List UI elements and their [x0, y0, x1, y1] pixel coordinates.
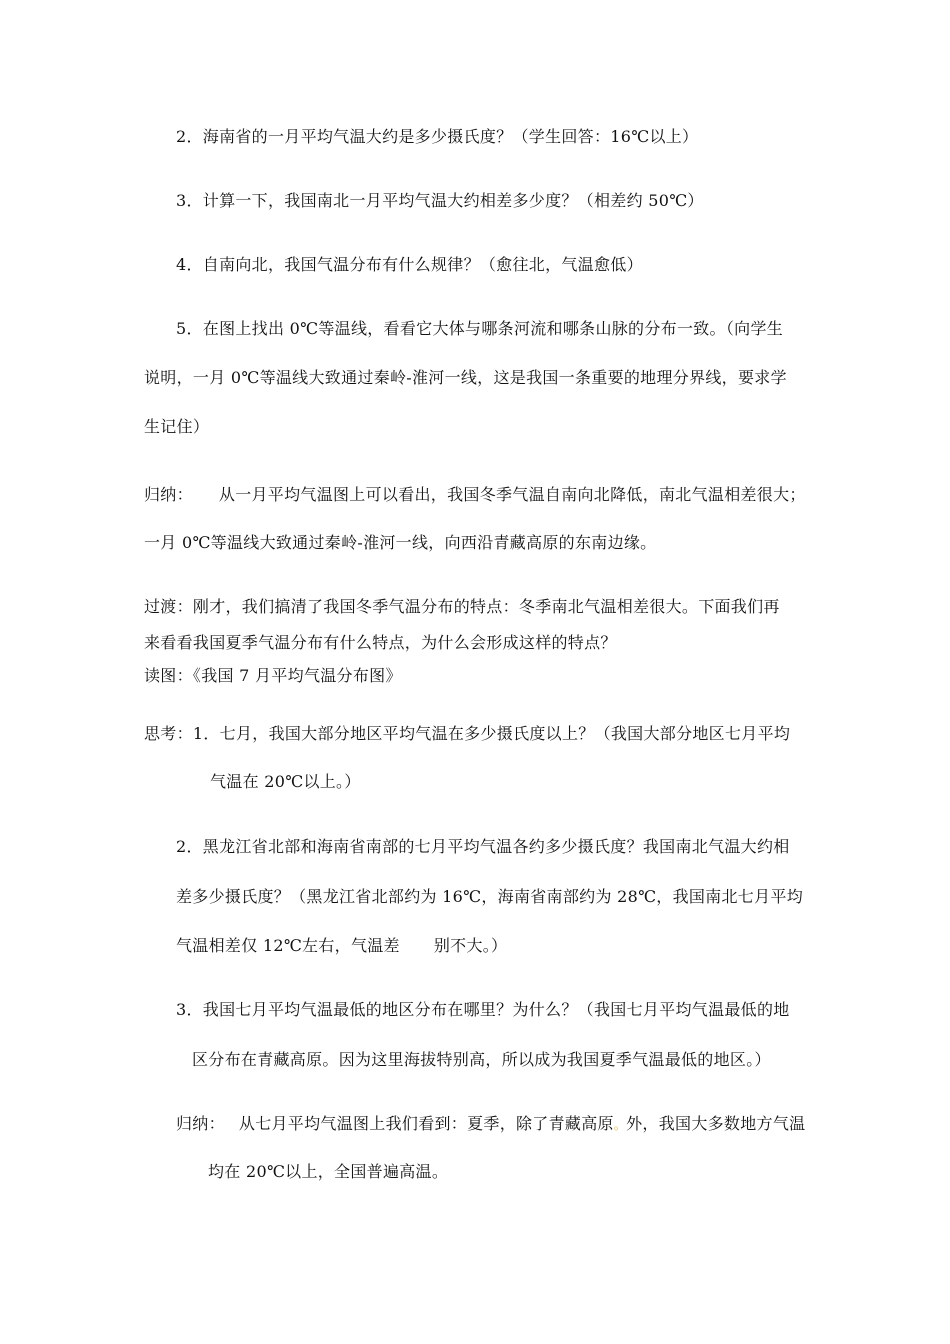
summary-1-label: 归纳：	[144, 485, 193, 504]
summary-2-line-2: 均在 20℃以上，全国普遍高温。	[208, 1162, 449, 1181]
think-question-2-line-2: 差多少摄氏度？（黑龙江省北部约为 16℃，海南省南部约为 28℃，我国南北七月平均	[176, 887, 803, 906]
summary-2-line-1	[176, 1114, 805, 1135]
question-3: 3．计算一下，我国南北一月平均气温大约相差多少度？（相差约 50℃）	[176, 191, 704, 210]
summary-2-label: 归纳：	[176, 1114, 225, 1133]
transition-line-1: 过渡：刚才，我们搞清了我国冬季气温分布的特点：冬季南北气温相差很大。下面我们再	[144, 597, 780, 616]
question-4: 4．自南向北，我国气温分布有什么规律？（愈往北，气温愈低）	[176, 255, 643, 274]
stray-mark: 。	[613, 1118, 627, 1132]
summary-2-text-a: 从七月平均气温图上我们看到：夏季，除了青藏高原	[238, 1114, 614, 1133]
summary-1-line-2: 一月 0℃等温线大致通过秦岭-淮河一线，向西沿青藏高原的东南边缘。	[144, 533, 657, 552]
summary-1-text: 从一月平均气温图上可以看出，我国冬季气温自南向北降低，南北气温相差很大；	[218, 485, 806, 504]
summary-2-text-b: 外，我国大多数地方气温	[626, 1114, 806, 1133]
think-question-3-line-1: 3．我国七月平均气温最低的地区分布在哪里？为什么？（我国七月平均气温最低的地	[176, 1000, 790, 1019]
think-question-1-line-1: 思考：1．七月，我国大部分地区平均气温在多少摄氏度以上？（我国大部分地区七月平均	[144, 724, 791, 743]
question-2: 2．海南省的一月平均气温大约是多少摄氏度？（学生回答：16℃以上）	[176, 127, 699, 146]
think-question-1-line-2: 气温在 20℃以上。）	[210, 772, 361, 791]
summary-1-line-1	[144, 485, 806, 505]
answer-part-2: 别不大。）	[433, 936, 508, 955]
think-question-2-line-1: 2．黑龙江省北部和海南省南部的七月平均气温各约多少摄氏度？我国南北气温大约相	[176, 837, 790, 856]
read-map-line: 读图：《我国 7 月平均气温分布图》	[144, 666, 402, 685]
answer-part-1: 气温相差仅 12℃左右，气温差	[176, 936, 400, 955]
think-question-2-line-3	[176, 936, 507, 956]
question-5-line-2: 说明，一月 0℃等温线大致通过秦岭-淮河一线，这是我国一条重要的地理分界线，要求学	[144, 368, 787, 387]
think-question-3-line-2: 区分布在青藏高原。因为这里海拔特别高，所以成为我国夏季气温最低的地区。）	[192, 1050, 771, 1069]
transition-line-2: 来看看我国夏季气温分布有什么特点，为什么会形成这样的特点？	[144, 633, 617, 652]
question-5-line-3: 生记住）	[144, 417, 210, 436]
question-5-line-1: 5．在图上找出 0℃等温线，看看它大体与哪条河流和哪条山脉的分布一致。（向学生	[176, 319, 784, 338]
